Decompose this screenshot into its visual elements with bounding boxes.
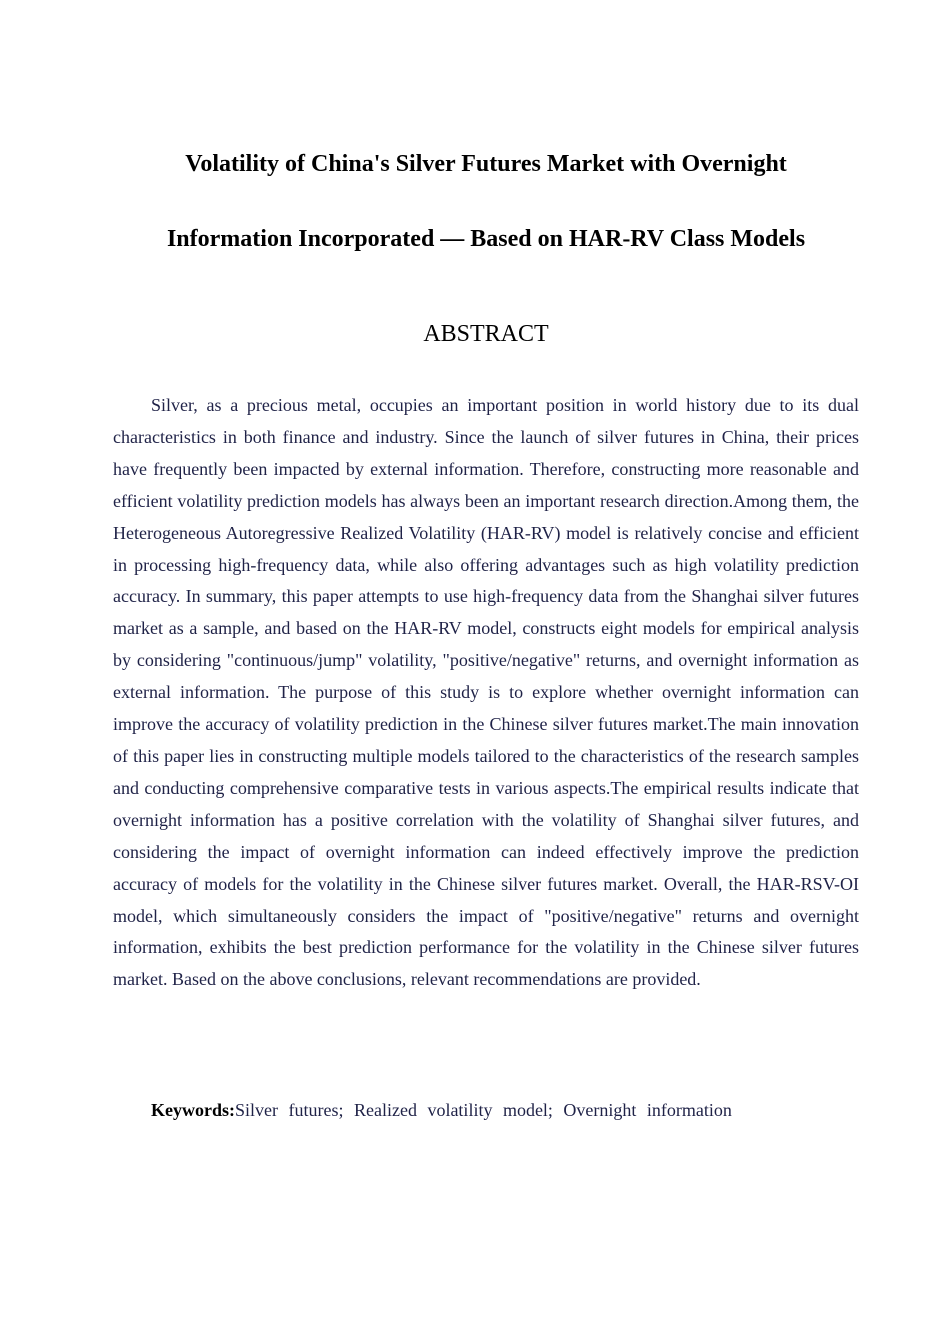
paper-title-line-2: Information Incorporated — Based on HAR-RV Class Models — [166, 226, 806, 252]
keywords-text: Silver futures; Realized volatility model; Overnight information — [235, 1100, 732, 1120]
keywords-label: Keywords: — [151, 1100, 235, 1120]
abstract-heading: ABSTRACT — [423, 321, 549, 347]
abstract-body: Silver, as a precious metal, occupies an important position in world history due to its dual characteristics in both finance and industry. Since the launch of silver futures in China, their prices have frequently been impacted by external information. Therefore, constructing more reasonable and efficient volatility prediction models has always been an important research direction.Among them, the Heterogeneous Autoregressive Realized Volatility (HAR-RV) model is relatively concise and efficient in processing high-frequency data, while also offering advantages such as high volatility prediction accuracy. In summary, this paper attempts to use high-frequency data from the Shanghai silver futures market as a sample, and based on the HAR-RV model, constructs eight models for empirical analysis by considering "continuous/jump" volatility, "positive/negative" returns, and overnight information as external information. The purpose of this study is to explore whether overnight information can improve the accuracy of volatility prediction in the Chinese silver futures market.The main innovation of this paper lies in constructing multiple models tailored to the characteristics of the research samples and conducting comprehensive comparative tests in various aspects.The empirical results indicate that overnight information has a positive correlation with the volatility of Shanghai silver futures, and considering the impact of overnight information can indeed effectively improve the prediction accuracy of models for the volatility in the Chinese silver futures market. Overall, the HAR-RSV-OI model, which simultaneously considers the impact of "positive/negative" returns and overnight information, exhibits the best prediction performance for the volatility in the Chinese silver futures market. Based on the above conclusions, relevant recommendations are provided. — [113, 395, 859, 990]
keywords-section — [151, 1096, 859, 1124]
paper-title-line-1: Volatility of China's Silver Futures Market with Overnight — [185, 151, 787, 177]
